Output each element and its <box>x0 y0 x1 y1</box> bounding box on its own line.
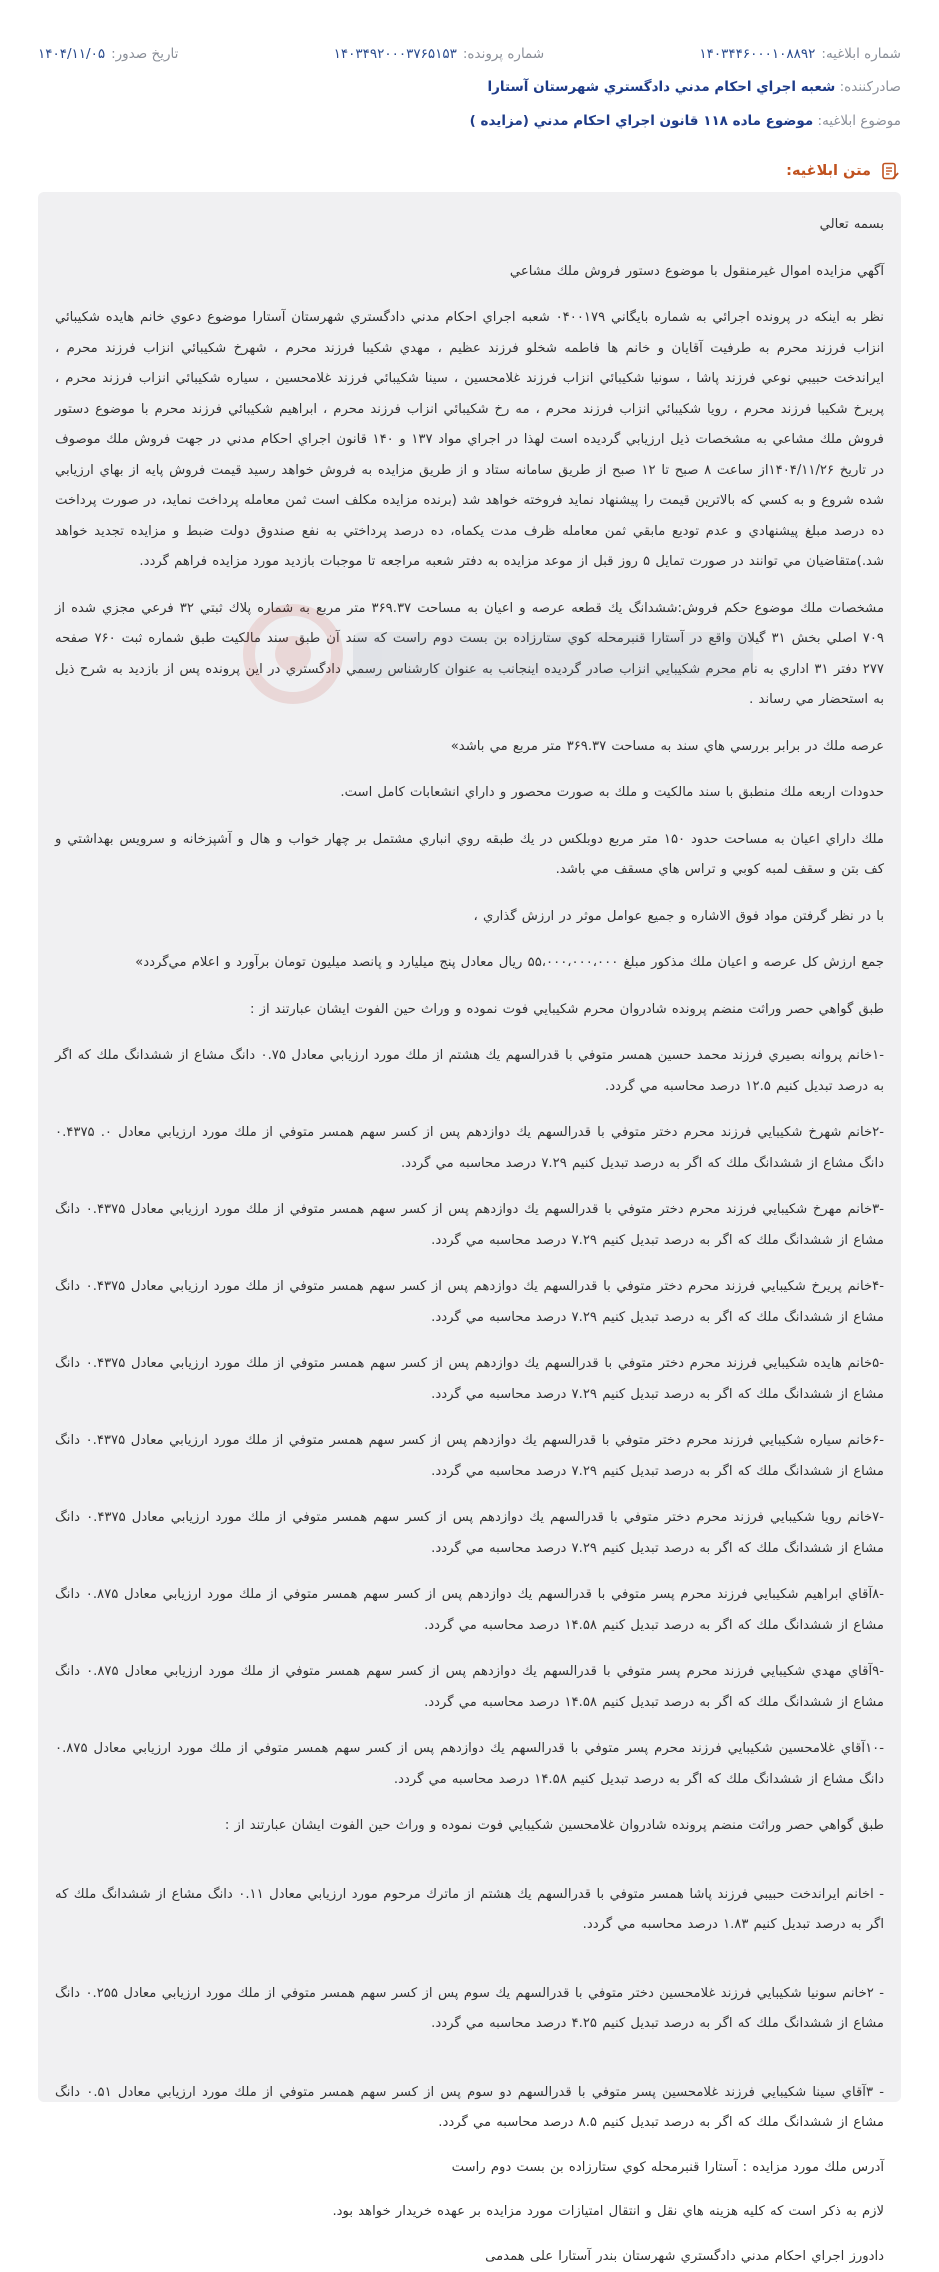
body-paragraph: لازم به ذكر است كه كليه هزينه هاي نقل و انتقال امتيازات مورد مزايده بر عهده خريدار خواهد بود. <box>55 2197 884 2228</box>
heir-item: -۷خانم رويا شكيبايي فرزند محرم دختر متوفي با قدرالسهم يك دوازدهم پس از كسر سهم همسر متوفي از ملك مورد ارزيابي معادل ۰.۴۳۷۵ دانگ مشاع از ششدانگ ملك كه اگر به درصد تبديل كنيم ۷.۲۹ درصد محاسبه مي گردد. <box>55 1503 884 1564</box>
notice-body <box>38 192 901 2102</box>
issue-date-value: ۱۴۰۴/۱۱/۰۵ <box>38 46 105 62</box>
heir-item: -۸آقاي ابراهيم شكيبايي فرزند محرم پسر متوفي با قدرالسهم يك دوازدهم پس از كسر سهم همسر متوفي از ملك مورد ارزيابي معادل ۰.۸۷۵ دانگ مشاع از ششدانگ ملك كه اگر به درصد تبديل كنيم ۱۴.۵۸ درصد محاسبه مي گردد. <box>55 1580 884 1641</box>
heir-item: -۳خانم مهرخ شكيبايي فرزند محرم دختر متوفي با قدرالسهم يك دوازدهم پس از كسر سهم همسر متوفي از ملك مورد ارزيابي معادل ۰.۴۳۷۵ دانگ مشاع از ششدانگ ملك كه اگر به درصد تبديل كنيم ۷.۲۹ درصد محاسبه مي گردد. <box>55 1195 884 1256</box>
meta-row-numbers <box>38 46 901 62</box>
body-paragraph: مشخصات ملك موضوع حكم فروش:ششدانگ يك قطعه عرصه و اعيان به مساحت ۳۶۹.۳۷ متر مربع به شماره پلاك ثبتي ۳۲ فرعي مجزي شده از ۷۰۹ اصلي بخش ۳۱ گيلان واقع در آستارا قنبرمحله كوي ستارزاده بن بست دوم راست كه سند آن طبق سند مالكيت طبق شماره ثبت ۷۶۰ صفحه ۲۷۷ دفتر ۳۱ اداري به نام محرم شكيبايي انزاب صادر گرديده اينجانب به عنوان كارشناس رسمي دادگستري در اين پرونده پس از بازديد به شرح ذيل به استحضار مي رساند . <box>55 594 884 716</box>
body-paragraph: طبق گواهي حصر وراثت منضم پرونده شادروان غلامحسين شكيبايي فوت نموده و وراث حين الفوت ايشان عبارتند از : <box>55 1811 884 1842</box>
case-number-label: شماره پرونده: <box>463 46 544 62</box>
issuer-label: صادرکننده: <box>840 79 901 95</box>
notice-heading <box>786 160 901 182</box>
case-number <box>334 46 545 62</box>
subject-row <box>38 113 901 129</box>
issuer-value: شعبه اجراي احكام مدني دادگستري شهرستان آستارا <box>488 79 836 95</box>
heir-item: -۴خانم پريرخ شكيبايي فرزند محرم دختر متوفي با قدرالسهم يك دوازدهم پس از كسر سهم همسر متوفي از ملك مورد ارزيابي معادل ۰.۴۳۷۵ دانگ مشاع از ششدانگ ملك كه اگر به درصد تبديل كنيم ۷.۲۹ درصد محاسبه مي گردد. <box>55 1272 884 1333</box>
body-paragraph: آگهي مزايده اموال غيرمنقول با موضوع دستور فروش ملك مشاعي <box>55 257 884 288</box>
body-paragraph: نظر به اينكه در پرونده اجرائي به شماره بايگاني ۰۴۰۰۱۷۹ شعبه اجراي احكام مدني دادگستري شهرستان آستارا موضوع دعوي خانم هايده شكيبائي انزاب فرزند محرم به طرفيت آقايان و خانم ها فاطمه شخلو فرزند عظيم ، مهدي شكيبا فرزند محرم ، شهرخ شكيبائي انزاب فرزند محرم ، ايراندخت حبيبي نوعي فرزند پاشا ، سونيا شكيبائي انزاب فرزند غلامحسين ، سينا شكيبائي فرزند غلامحسين ، سياره شكيبائي انزاب فرزند محرم ، پريرخ شكيبا فرزند محرم ، رويا شكيبائي انزاب فرزند محرم ، مه رخ شكيبائي انزاب فرزند محرم ، ابراهيم شكيبائي فرزند محرم با موضوع دستور فروش ملك مشاعي به مشخصات ذيل ارزيابي گرديده است لهذا در اجراي مواد ۱۳۷ و ۱۴۰ قانون اجراي احكام مدني در جهت فروش ملك موصوف در تاريخ ۱۴۰۴/۱۱/۲۶از ساعت ۸ صبح تا ۱۲ صبح از طريق سامانه ستاد و از طريق مزايده به فروش خواهد رسيد قيمت فروش پايه از بهاي ارزيابي شده شروع و به كسي كه بالاترين قيمت را پيشنهاد نمايد فروخته خواهد شد (برنده مزايده مكلف است ثمن معامله پرداخت نمايد، در صورت پرداخت ده درصد مبلغ پيشنهادي و عدم توديع مابقي ثمن معامله ظرف مدت يكماه، ده درصد پرداختي به نفع صندوق دولت ضبط و مزايده تجديد خواهد شد.)متقاضيان مي توانند در صورت تمايل ۵ روز قبل از موعد مزايده به دفتر شعبه مراجعه تا موجبات بازديد مورد مزايده فراهم گردد. <box>55 303 884 578</box>
body-paragraph: حدودات اربعه ملك منطبق با سند مالكيت و ملك به صورت محصور و داراي انشعابات كامل است. <box>55 778 884 809</box>
heir-item: - ۳آقاي سينا شكيبايي فرزند غلامحسين پسر متوفي با قدرالسهم دو سوم پس از كسر سهم همسر متوفي از ملك مورد ارزيابي معادل ۰.۵۱ دانگ مشاع از ششدانگ ملك كه اگر به درصد تبديل كنيم ۸.۵ درصد محاسبه مي گردد. <box>55 2078 884 2139</box>
body-paragraph: جمع ارزش كل عرصه و اعيان ملك مذكور مبلغ ۵۵،۰۰۰،۰۰۰،۰۰۰ ريال معادل پنج ميليارد و پانصد ميليون تومان برآورد و اعلام مي‌گردد» <box>55 948 884 979</box>
notice-heading-text: متن ابلاغیه: <box>786 163 871 179</box>
body-paragraph: طبق گواهي حصر وراثت منضم پرونده شادروان محرم شكيبايي فوت نموده و وراث حين الفوت ايشان عبارتند از : <box>55 995 884 1026</box>
issue-date-label: تاریخ صدور: <box>111 46 178 62</box>
property-address: آدرس ملك مورد مزايده : آستارا قنبرمحله كوي ستارزاده بن بست دوم راست <box>55 2153 884 2184</box>
body-paragraph: با در نظر گرفتن مواد فوق الاشاره و جميع عوامل موثر در ارزش گذاري ، <box>55 902 884 933</box>
heir-item: - اخانم ايراندخت حبيبي فرزند پاشا همسر متوفي با قدرالسهم يك هشتم از ماترك مرحوم مورد ارزيابي معادل ۰.۱۱ دانگ مشاع از ششدانگ ملك كه اگر به درصد تبديل كنيم ۱.۸۳ درصد محاسبه مي گردد. <box>55 1880 884 1941</box>
notice-number <box>699 46 901 62</box>
body-paragraph: ملك داراي اعيان به مساحت حدود ۱۵۰ متر مربع دوبلكس در يك طبقه روي انباري مشتمل بر چهار خواب و هال و آشپزخانه و سرويس بهداشتي و كف بتن و سقف لمبه كوبي و تراس هاي مسقف مي باشد. <box>55 825 884 886</box>
issue-date <box>38 46 178 62</box>
heir-item: -۹آقاي مهدي شكيبايي فرزند محرم پسر متوفي با قدرالسهم يك دوازدهم پس از كسر سهم همسر متوفي از ملك مورد ارزيابي معادل ۰.۸۷۵ دانگ مشاع از ششدانگ ملك كه اگر به درصد تبديل كنيم ۱۴.۵۸ درصد محاسبه مي گردد. <box>55 1657 884 1718</box>
issuer-row <box>38 79 901 95</box>
heir-item: -۲خانم شهرخ شكيبايي فرزند محرم دختر متوفي با قدرالسهم يك دوازدهم پس از كسر سهم همسر متوفي از ملك مورد ارزيابي معادل ۰. ۰.۴۳۷۵ دانگ مشاع از ششدانگ ملك كه اگر به درصد تبديل كنيم ۷.۲۹ درصد محاسبه مي گردد. <box>55 1118 884 1179</box>
heir-item: -۱خانم پروانه بصيري فرزند محمد حسين همسر متوفي با قدرالسهم يك هشتم از ملك مورد ارزيابي معادل ۰.۷۵ دانگ مشاع از ششدانگ ملك كه اگر به درصد تبديل كنيم ۱۲.۵ درصد محاسبه مي گردد. <box>55 1041 884 1102</box>
notice-number-label: شماره ابلاغیه: <box>821 46 901 62</box>
body-paragraph: بسمه تعالي <box>55 210 884 241</box>
body-paragraph: عرصه ملك در برابر بررسي هاي سند به مساحت ۳۶۹.۳۷ متر مربع مي باشد» <box>55 732 884 763</box>
heir-item: -۵خانم هايده شكيبايي فرزند محرم دختر متوفي با قدرالسهم يك دوازدهم پس از كسر سهم همسر متوفي از ملك مورد ارزيابي معادل ۰.۴۳۷۵ دانگ مشاع از ششدانگ ملك كه اگر به درصد تبديل كنيم ۷.۲۹ درصد محاسبه مي گردد. <box>55 1349 884 1410</box>
subject-value: موضوع ماده ۱۱۸ قانون اجراي احكام مدني (مزايده ) <box>470 113 814 129</box>
signature-line: دادورز اجراي احكام مدني دادگستري شهرستان بندر آستارا علی همدمی <box>55 2242 884 2272</box>
document-edit-icon <box>879 160 901 182</box>
heir-item: - ۲خانم سونيا شكيبايي فرزند غلامحسين دختر متوفي با قدرالسهم يك سوم پس از كسر سهم همسر متوفي از ملك مورد ارزيابي معادل ۰.۲۵۵ دانگ مشاع از ششدانگ ملك كه اگر به درصد تبديل كنيم ۴.۲۵ درصد محاسبه مي گردد. <box>55 1979 884 2040</box>
heir-item: -۱۰آقاي غلامحسين شكيبايي فرزند محرم پسر متوفي با قدرالسهم يك دوازدهم پس از كسر سهم همسر متوفي از ملك مورد ارزيابي معادل ۰.۸۷۵ دانگ مشاع از ششدانگ ملك كه اگر به درصد تبديل كنيم ۱۴.۵۸ درصد محاسبه مي گردد. <box>55 1734 884 1795</box>
notice-number-value: ۱۴۰۳۴۴۶۰۰۰۱۰۸۸۹۲ <box>699 46 815 62</box>
heir-item: -۶خانم سياره شكيبايي فرزند محرم دختر متوفي با قدرالسهم يك دوازدهم پس از كسر سهم همسر متوفي از ملك مورد ارزيابي معادل ۰.۴۳۷۵ دانگ مشاع از ششدانگ ملك كه اگر به درصد تبديل كنيم ۷.۲۹ درصد محاسبه مي گردد. <box>55 1426 884 1487</box>
case-number-value: ۱۴۰۳۴۹۲۰۰۰۳۷۶۵۱۵۳ <box>334 46 457 62</box>
subject-label: موضوع ابلاغیه: <box>818 113 901 129</box>
